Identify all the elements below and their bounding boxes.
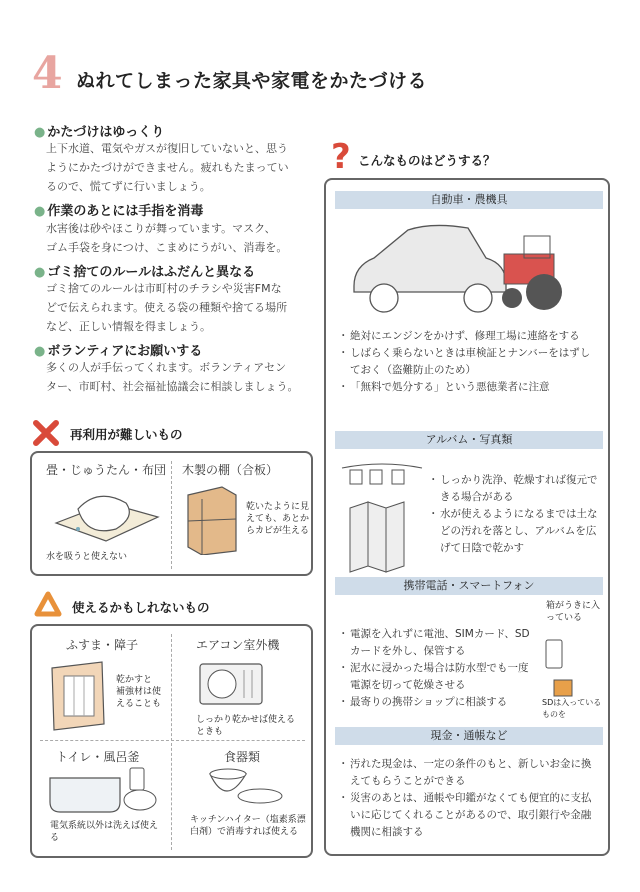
dishes-illustration: [204, 766, 284, 808]
svg-text:?: ?: [331, 138, 351, 174]
bullet-albums-2: ・ 水が使えるようになるまでは土などの汚れを落とし、アルバムを広げて日陰で乾かす: [428, 506, 600, 557]
fusuma-illustration: [48, 658, 108, 732]
bullet-phones-2: ・ 泥水に浸かった場合は防水型でも一度電源を切って乾燥させる: [338, 660, 538, 694]
item-label-aircon: エアコン室外機: [196, 638, 280, 652]
question-mark-icon: [330, 138, 354, 174]
paragraph-garbage: ゴミ捨てのルールは市町村のチラシや災害FMな どで伝えられます。使える袋の種類や捨てる場所 など、正しい情報を得ましょう。: [46, 282, 288, 333]
item-label-tatami: 畳・じゅうたん・布団: [46, 463, 167, 477]
car-tractor-illustration: [346, 216, 586, 316]
bullet-money-2: ・ 災害のあとは、通帳や印鑑がなくても便宜的に支払いに応じてくれることがあるので、取引銀行や金融機関に相談する: [338, 790, 598, 841]
item-note-toilet: 電気系統以外は洗えば使える: [50, 821, 159, 843]
paragraph-disinfect: 水害後は砂やほこりが舞っています。マスク、 ゴム手袋を身につけ、こまめにうがい、消毒を。: [46, 222, 288, 254]
aircon-illustration: [196, 660, 266, 710]
bullet-vehicles-3: ・ 「無料で処分する」という悪徳業者に注意: [338, 379, 598, 396]
heading-garbage: ● ゴミ捨てのルールはふだんと異なる: [34, 261, 255, 280]
item-note-fusuma: 乾かすと 補強材は使えることも: [116, 675, 162, 709]
item-label-toilet: トイレ・風呂釜: [56, 750, 140, 764]
section-head-money: 現金・通帳など: [335, 727, 603, 745]
paragraph-volunteer: 多くの人が手伝ってくれます。ボランティアセン ター、市町村、社会福祉協議会に相談しましょう。: [46, 361, 299, 393]
item-note-shelf: 乾いたように見えても、あとからカビが生える: [246, 502, 310, 536]
shelf-illustration: [182, 481, 242, 555]
section-number: 4: [32, 48, 63, 99]
phone-note-sd: SDは入っているものを: [542, 698, 602, 719]
section-head-vehicles: 自動車・農機具: [335, 191, 603, 209]
heading-slow-cleanup: ● かたづけはゆっくり: [34, 121, 164, 140]
hard-heading: 再利用が難しいもの: [70, 427, 183, 442]
item-label-fusuma: ふすま・障子: [66, 638, 139, 652]
section-head-albums: アルバム・写真類: [335, 431, 603, 449]
phone-note-box: 箱がうきに入っている: [546, 601, 601, 623]
item-note-tatami: 水を吸うと使えない: [46, 552, 128, 562]
bullet-albums-1: ・ しっかり洗浄、乾燥すれば復元できる場合がある: [428, 472, 600, 506]
bullets-vehicles: [338, 328, 598, 396]
section-head-phones: 携帯電話・スマートフォン: [335, 577, 603, 595]
maybe-items-box: [30, 624, 313, 858]
bullets-albums: [428, 472, 600, 557]
item-label-dishes: 食器類: [224, 750, 261, 764]
hard-items-box: [30, 451, 313, 576]
cross-icon: [32, 419, 60, 447]
bullet-vehicles-2: ・ しばらく乗らないときは車検証とナンバーをはずしておく（盗難防止のため）: [338, 345, 598, 379]
item-note-aircon: しっかり乾かせば使えるときも: [196, 715, 296, 737]
tatami-illustration: [48, 483, 160, 547]
heading-volunteer: ● ボランティアにお願いする: [34, 340, 202, 359]
bullet-money-1: ・ 汚れた現金は、一定の条件のもと、新しいお金に換えてもらうことができる: [338, 756, 598, 790]
bullet-phones-1: ・ 電源を入れずに電池、SIMカード、SDカードを外し、保管する: [338, 626, 538, 660]
bullet-vehicles-1: ・ 絶対にエンジンをかけず、修理工場に連絡をする: [338, 328, 598, 345]
bullets-money: [338, 756, 598, 841]
heading-disinfect: ● 作業のあとには手指を消毒: [34, 200, 203, 219]
triangle-icon: [34, 591, 62, 617]
right-heading: こんなものはどうする？: [358, 153, 496, 168]
page-title: ぬれてしまった家具や家電をかたづける: [76, 70, 428, 92]
album-illustration: [340, 458, 424, 576]
bullets-phones: [338, 626, 538, 711]
item-note-dishes: キッチンハイター（塩素系漂白剤）で消毒すれば使える: [190, 815, 306, 837]
bullet-phones-3: ・ 最寄りの携帯ショップに相談する: [338, 694, 538, 711]
paragraph-slow-cleanup: 上下水道、電気やガスが復旧していないと、思う ようにかたづけができません。疲れもたまってい るので、慌てずに行いましょう。: [46, 142, 289, 193]
toilet-bath-illustration: [46, 766, 162, 816]
maybe-heading: 使えるかもしれないもの: [72, 600, 210, 615]
item-label-shelf: 木製の棚（合板）: [182, 463, 279, 477]
